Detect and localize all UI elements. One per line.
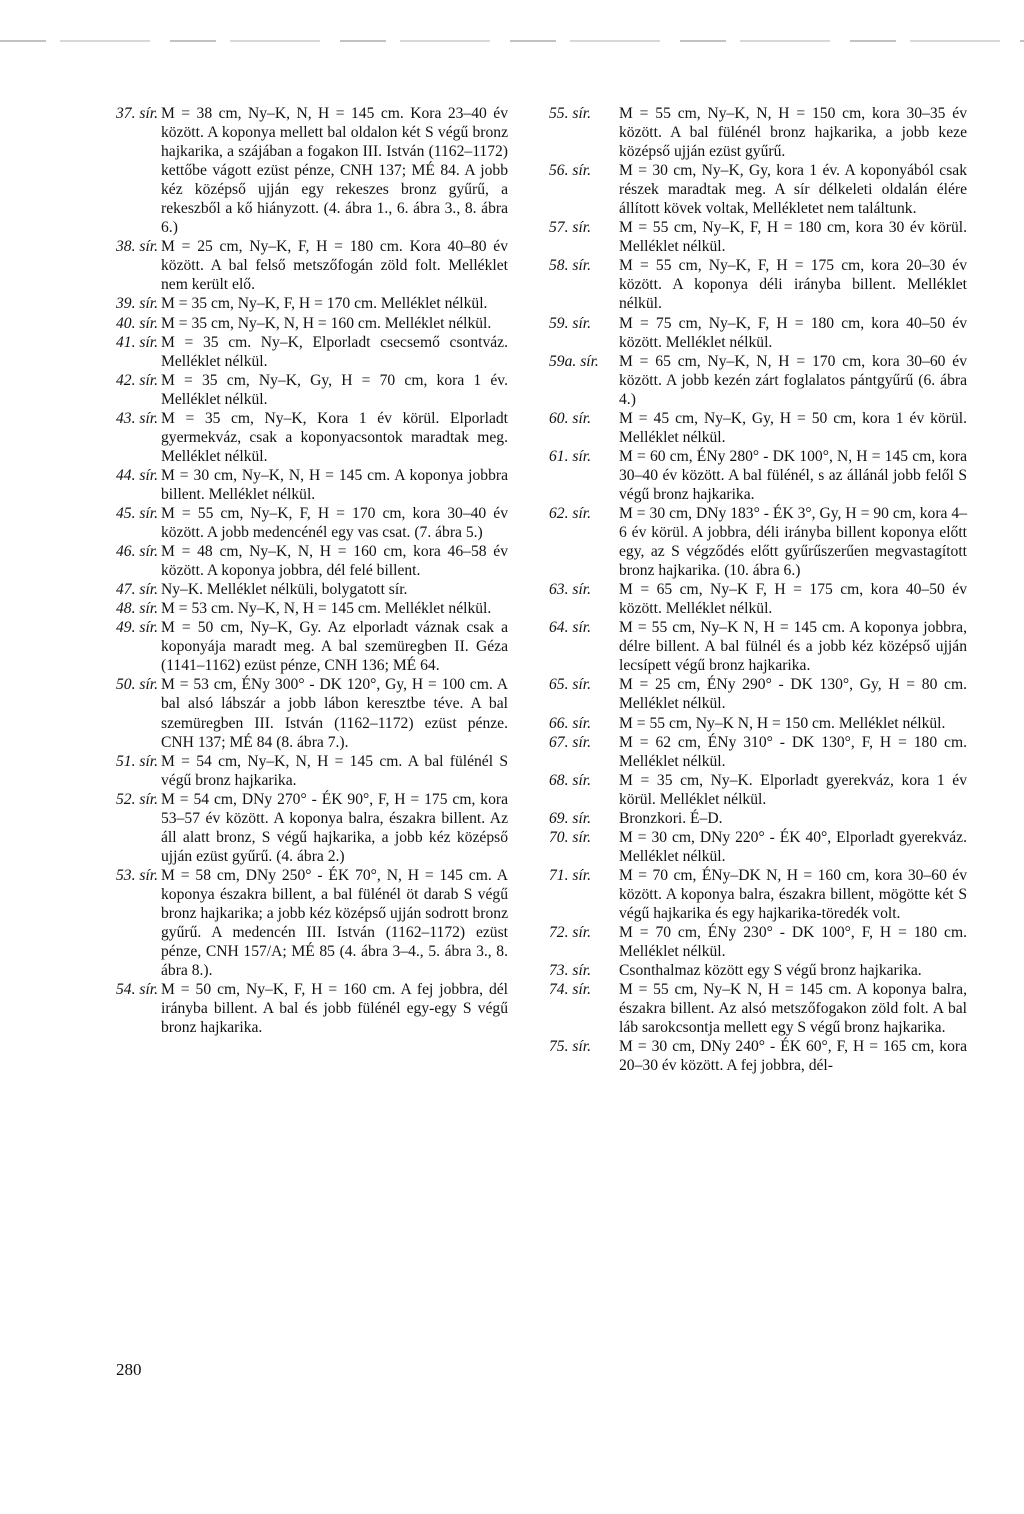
grave-number: 68. sír.	[549, 771, 592, 789]
grave-entry	[116, 790, 508, 866]
grave-entry	[549, 104, 967, 161]
grave-description: M = 25 cm, ÉNy 290° - DK 130°, Gy, H = 80 cm. Melléklet nélkül.	[619, 676, 967, 713]
scan-artifact-line	[0, 40, 1024, 42]
grave-entry	[549, 314, 967, 352]
grave-entry	[549, 961, 967, 980]
grave-number: 46. sír.	[116, 543, 159, 561]
grave-entry	[116, 466, 508, 504]
grave-entry	[116, 237, 508, 294]
grave-entry	[549, 714, 967, 733]
grave-entry	[549, 733, 967, 771]
grave-entry	[549, 161, 967, 218]
grave-description: M = 50 cm, Ny–K, F, H = 160 cm. A fej jobbra, dél irányba billent. A bal és jobb fülénél egy-egy S végű bronz hajkarika.	[161, 981, 508, 1037]
grave-description: Ny–K. Melléklet nélküli, bolygatott sír.	[161, 581, 408, 599]
grave-number: 64. sír.	[549, 619, 592, 637]
grave-entry	[549, 618, 967, 675]
grave-description: M = 53 cm. Ny–K, N, H = 145 cm. Melléklet nélkül.	[161, 600, 492, 618]
grave-number: 56. sír.	[549, 162, 592, 180]
grave-entry	[116, 752, 508, 790]
grave-number: 54. sír.	[116, 981, 159, 999]
grave-entry	[116, 314, 508, 333]
grave-number: 44. sír.	[116, 466, 159, 484]
grave-number: 50. sír.	[116, 676, 159, 694]
grave-entry	[549, 218, 967, 256]
grave-description: Bronzkori. É–D.	[619, 809, 723, 827]
grave-description: M = 48 cm, Ny–K, N, H = 160 cm, kora 46–58 év között. A koponya jobbra, dél felé billent.	[161, 543, 508, 580]
grave-entry	[116, 333, 508, 371]
grave-description: M = 30 cm, DNy 220° - ÉK 40°, Elporladt gyerekváz. Melléklet nélkül.	[619, 828, 967, 865]
grave-number: 60. sír.	[549, 409, 592, 427]
grave-entry	[549, 504, 967, 580]
grave-description: M = 35 cm, Ny–K, N, H = 160 cm. Melléklet nélkül.	[161, 314, 492, 332]
grave-description: M = 65 cm, Ny–K F, H = 175 cm, kora 40–50 év között. Melléklet nélkül.	[619, 581, 967, 618]
grave-entry	[549, 809, 967, 828]
grave-number: 41. sír.	[116, 333, 159, 351]
grave-description: M = 55 cm, Ny–K, F, H = 175 cm, kora 20–30 év között. A koponya déli irányba billent. Melléklet nélkül.	[619, 257, 967, 313]
grave-description: M = 70 cm, ÉNy–DK N, H = 160 cm, kora 30–60 év között. A koponya balra, északra billent, mögötte két S végű hajkarika és egy hajkarika-töredék volt.	[619, 866, 967, 922]
grave-number: 74. sír.	[549, 981, 592, 999]
grave-number: 63. sír.	[549, 581, 592, 599]
grave-entry	[116, 599, 508, 618]
grave-number: 61. sír.	[549, 447, 592, 465]
grave-number: 53. sír.	[116, 866, 159, 884]
grave-description: M = 35 cm, Ny–K, F, H = 170 cm. Melléklet nélkül.	[161, 295, 488, 313]
grave-description: M = 55 cm, Ny–K, N, H = 150 cm, kora 30–35 év között. A bal fülénél bronz hajkarika, a jobb keze középső ujján ezüst gyűrű.	[619, 105, 967, 161]
grave-entry	[116, 542, 508, 580]
grave-entry	[116, 104, 508, 237]
right-column	[549, 104, 967, 1075]
grave-description: M = 30 cm, Ny–K, Gy, kora 1 év. A koponyából csak részek maradtak meg. A sír délkeleti oldalán élére állított kövek voltak, Mellékletet nem találtunk.	[619, 162, 967, 218]
grave-number: 72. sír.	[549, 924, 592, 942]
grave-description: M = 75 cm, Ny–K, F, H = 180 cm, kora 40–50 év között. Melléklet nélkül.	[619, 314, 967, 351]
grave-number: 59a. sír.	[549, 352, 599, 370]
grave-number: 58. sír.	[549, 257, 592, 275]
grave-entry	[549, 580, 967, 618]
grave-entry	[116, 371, 508, 409]
grave-description: M = 60 cm, ÉNy 280° - DK 100°, N, H = 145 cm, kora 30–40 év között. A bal fülénél, s az állánál jobb felől S végű bronz hajkarika.	[619, 447, 967, 503]
grave-description: M = 54 cm, DNy 270° - ÉK 90°, F, H = 175 cm, kora 53–57 év között. A koponya balra, északra billent. Az áll alatt bronz, S végű hajkarika, a jobb kéz középső ujján ezüst gyűrű. (4. ábra 2.)	[161, 790, 508, 865]
grave-entry	[116, 675, 508, 751]
grave-number: 40. sír.	[116, 314, 159, 332]
grave-entry	[116, 980, 508, 1037]
grave-number: 69. sír.	[549, 809, 592, 827]
grave-entry	[116, 618, 508, 675]
grave-number: 59. sír.	[549, 314, 592, 332]
grave-number: 49. sír.	[116, 619, 159, 637]
grave-number: 45. sír.	[116, 504, 159, 522]
grave-entry	[549, 866, 967, 923]
grave-entry	[549, 923, 967, 961]
grave-number: 62. sír.	[549, 504, 592, 522]
grave-number: 71. sír.	[549, 866, 592, 884]
grave-number: 43. sír.	[116, 409, 159, 427]
grave-description: M = 35 cm, Ny–K. Elporladt gyerekváz, kora 1 év körül. Melléklet nélkül.	[619, 771, 967, 808]
grave-description: M = 55 cm, Ny–K, F, H = 180 cm, kora 30 év körül. Melléklet nélkül.	[619, 219, 967, 256]
grave-number: 73. sír.	[549, 962, 592, 980]
grave-entry	[116, 294, 508, 313]
grave-entry	[549, 980, 967, 1037]
grave-entry	[116, 409, 508, 466]
grave-description: M = 55 cm, Ny–K N, H = 145 cm. A koponya balra, északra billent. Az alsó metszőfogakon zöld folt. A bal láb sarokcsontja mellett egy S végű bronz hajkarika.	[619, 981, 967, 1037]
grave-number: 37. sír.	[116, 105, 159, 122]
grave-number: 38. sír.	[116, 238, 159, 256]
grave-number: 55. sír.	[549, 105, 592, 122]
grave-entry	[549, 409, 967, 447]
grave-number: 52. sír.	[116, 790, 159, 808]
grave-description: M = 50 cm, Ny–K, Gy. Az elporladt váznak csak a koponyája maradt meg. A bal szemüregben II. Géza (1141–1162) ezüst pénze, CNH 136; MÉ 64.	[161, 619, 508, 675]
grave-description: M = 65 cm, Ny–K, N, H = 170 cm, kora 30–60 év között. A jobb kezén zárt foglalatos pántgyűrű (6. ábra 4.)	[619, 352, 967, 408]
grave-description: M = 30 cm, DNy 183° - ÉK 3°, Gy, H = 90 cm, kora 4–6 év körül. A jobbra, déli irányba billent koponya előtt egy, az S végződés előtt gyűrűszerűen megvastagított bronz hajkarika. (10. ábra 6.)	[619, 504, 967, 580]
grave-number: 75. sír.	[549, 1038, 592, 1056]
grave-description: M = 55 cm, Ny–K N, H = 145 cm. A koponya jobbra, délre billent. A bal fülnél és a jobb kéz középső ujján lecsípett végű bronz hajkarika.	[619, 619, 967, 675]
grave-description: M = 30 cm, DNy 240° - ÉK 60°, F, H = 165 cm, kora 20–30 év között. A fej jobbra, dél-	[619, 1038, 967, 1075]
grave-description: M = 62 cm, ÉNy 310° - DK 130°, F, H = 180 cm. Melléklet nélkül.	[619, 733, 967, 770]
grave-number: 48. sír.	[116, 600, 159, 618]
grave-description: M = 35 cm. Ny–K, Elporladt csecsemő csontváz. Melléklet nélkül.	[161, 333, 508, 370]
grave-description: M = 30 cm, Ny–K, N, H = 145 cm. A koponya jobbra billent. Melléklet nélkül.	[161, 466, 508, 503]
grave-description: M = 25 cm, Ny–K, F, H = 180 cm. Kora 40–80 év között. A bal felső metszőfogán zöld folt. Melléklet nem került elő.	[161, 238, 508, 294]
grave-number: 65. sír.	[549, 676, 592, 694]
grave-description: M = 35 cm, Ny–K, Kora 1 év körül. Elporladt gyermekváz, csak a koponyacsontok maradtak meg. Melléklet nélkül.	[161, 409, 508, 465]
grave-description: M = 55 cm, Ny–K, F, H = 170 cm, kora 30–40 év között. A jobb medencénél egy vas csat. (7. ábra 5.)	[161, 504, 508, 542]
grave-entry	[549, 447, 967, 504]
grave-entry	[116, 866, 508, 980]
grave-entry	[549, 771, 967, 809]
grave-description: M = 55 cm, Ny–K N, H = 150 cm. Melléklet nélkül.	[619, 714, 946, 732]
grave-description: M = 45 cm, Ny–K, Gy, H = 50 cm, kora 1 év körül. Melléklet nélkül.	[619, 409, 967, 446]
grave-number: 39. sír.	[116, 295, 159, 313]
grave-description: Csonthalmaz között egy S végű bronz hajkarika.	[619, 962, 922, 980]
grave-entry	[116, 504, 508, 542]
grave-number: 42. sír.	[116, 371, 159, 389]
grave-entry	[549, 828, 967, 866]
grave-entry	[549, 1037, 967, 1075]
grave-entry	[549, 675, 967, 713]
grave-number: 66. sír.	[549, 714, 592, 732]
grave-description: M = 35 cm, Ny–K, Gy, H = 70 cm, kora 1 év. Melléklet nélkül.	[161, 371, 508, 408]
page-number: 280	[116, 1360, 142, 1379]
grave-number: 67. sír.	[549, 733, 592, 751]
grave-description: M = 38 cm, Ny–K, N, H = 145 cm. Kora 23–40 év között. A koponya mellett bal oldalon két S végű bronz hajkarika, a szájában a fogakon III. István (1162–1172) kettőbe vágott ezüst pénze, CNH 137; MÉ 84. A jobb kéz középső ujján egy rekeszes bronz gyűrű, a rekeszből a kő hiányzott. (4. ábra 1., 6. ábra 3., 8. ábra 6.)	[161, 105, 508, 237]
grave-entry	[549, 352, 967, 409]
grave-number: 57. sír.	[549, 219, 592, 237]
grave-description: M = 70 cm, ÉNy 230° - DK 100°, F, H = 180 cm. Melléklet nélkül.	[619, 924, 967, 961]
grave-description: M = 54 cm, Ny–K, N, H = 145 cm. A bal fülénél S végű bronz hajkarika.	[161, 752, 508, 789]
grave-number: 51. sír.	[116, 752, 159, 770]
grave-entry	[549, 256, 967, 313]
left-column	[116, 104, 508, 1037]
grave-description: M = 53 cm, ÉNy 300° - DK 120°, Gy, H = 100 cm. A bal alsó lábszár a jobb lábon keresztbe téve. A bal szemüregben III. István (1162–1172) ezüst pénze. CNH 137; MÉ 84 (8. ábra 7.).	[161, 676, 508, 751]
grave-entry	[116, 580, 508, 599]
grave-number: 70. sír.	[549, 828, 592, 846]
grave-description: M = 58 cm, DNy 250° - ÉK 70°, N, H = 145 cm. A koponya északra billent, a bal fülénél öt darab S végű bronz hajkarika; a jobb kéz középső ujján sodrott bronz gyűrű. A medencén III. István (1162–1172) ezüst pénze, CNH 157/A; MÉ 85 (4. ábra 3–4., 5. ábra 3., 8. ábra 8.).	[161, 866, 508, 980]
grave-number: 47. sír.	[116, 581, 159, 599]
